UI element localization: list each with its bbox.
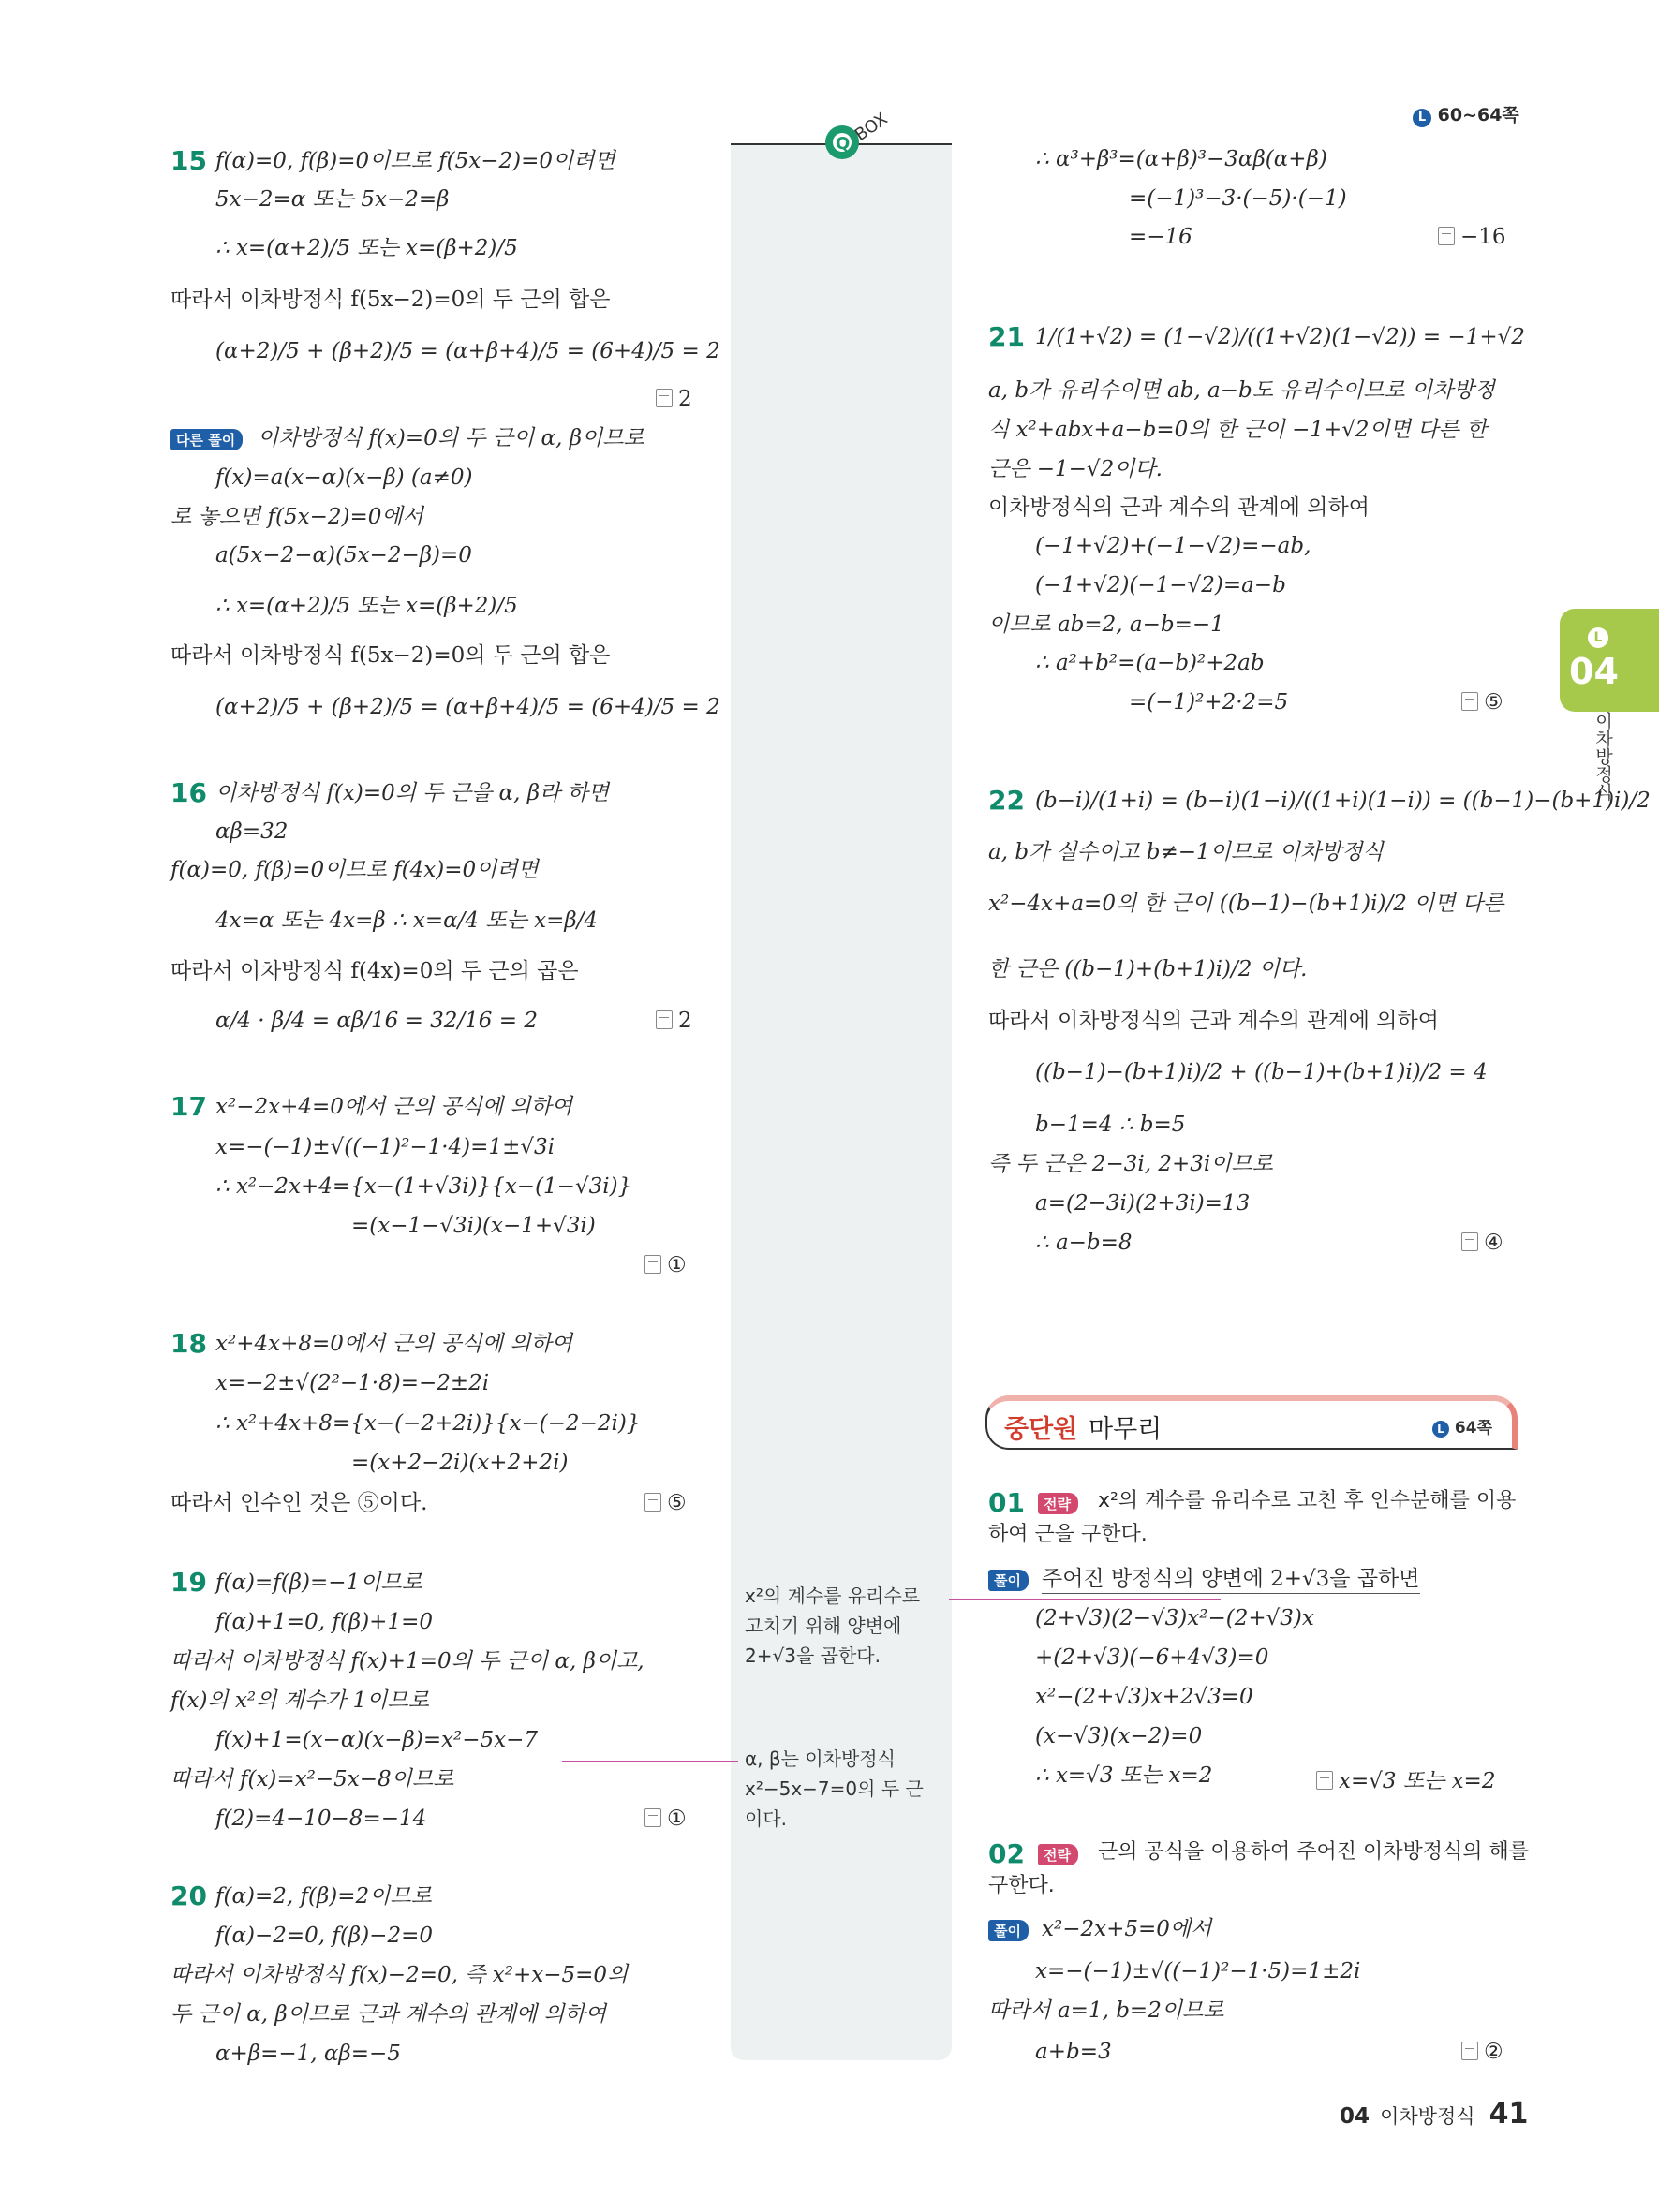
solution-line: 따라서 인수인 것은 ⑤이다. [170, 1491, 428, 1515]
answer-icon [1461, 692, 1478, 711]
solution-line: f(α)=0, f(β)=0이므로 f(4x)=0이려면 [170, 858, 539, 882]
alt-solution-tag: 다른 풀이 [170, 429, 243, 450]
solution-line: 따라서 이차방정식 f(x)+1=0의 두 근이 α, β이고, [170, 1649, 644, 1674]
strategy-tag: 전략 [1038, 1844, 1078, 1865]
solution-line: α/4 · β/4 = αβ/16 = 32/16 = 2 [215, 1009, 538, 1033]
solution-line: f(x)+1=(x−α)(x−β)=x²−5x−7 [215, 1728, 539, 1752]
problem-number: 18 [170, 1328, 207, 1359]
strategy-line: x²의 계수를 유리수로 고친 후 인수분해를 이용 [1098, 1489, 1517, 1512]
solution-line: ((b−1)−(b+1)i)/2 + ((b−1)+(b+1)i)/2 = 4 [1035, 1060, 1488, 1084]
svg-text:Q: Q [836, 134, 851, 154]
solution-tag: 풀이 [988, 1570, 1029, 1591]
solution-line: a=(2−3i)(2+3i)=13 [1035, 1191, 1251, 1216]
strategy-line: 구한다. [988, 1874, 1055, 1897]
qbox-logo [820, 103, 904, 172]
solution-line: =(x−1−√3i)(x−1+√3i) [351, 1214, 596, 1238]
problem-number: 01 [988, 1487, 1025, 1518]
l-badge-small: L [1432, 1421, 1449, 1438]
problem-number: 19 [170, 1567, 207, 1598]
answer-mark: ⑤ [1461, 690, 1503, 715]
solution-line: 근은 −1−√2이다. [988, 457, 1163, 481]
solution-line: x²−2x+4=0에서 근의 공식에 의하여 [215, 1095, 572, 1119]
solution-line: 따라서 이차방정식 f(4x)=0의 두 근의 곱은 [170, 959, 579, 983]
solution-line: f(α)=2, f(β)=2이므로 [215, 1884, 432, 1909]
solution-line: (2+√3)(2−√3)x²−(2+√3)x [1035, 1606, 1314, 1630]
solution-line: f(α)=f(β)=−1이므로 [215, 1571, 422, 1595]
solution-line: a+b=3 [1035, 2040, 1112, 2064]
solution-line: x²−2x+5=0에서 [1042, 1917, 1212, 1941]
solution-line: f(α)=0, f(β)=0이므로 f(5x−2)=0이려면 [215, 149, 615, 173]
solution-line: ∴ x=√3 또는 x=2 [1035, 1763, 1213, 1788]
solution-line: (α+2)/5 + (β+2)/5 = (α+β+4)/5 = (6+4)/5 = 2 [215, 339, 720, 363]
solution-line: f(α)+1=0, f(β)+1=0 [215, 1610, 433, 1634]
side-tab-badge: L [1588, 627, 1608, 648]
solution-line: 따라서 이차방정식 f(5x−2)=0의 두 근의 합은 [170, 288, 611, 312]
footer-chapter: 04 [1340, 2104, 1370, 2129]
answer-icon [1461, 1232, 1478, 1251]
qbox-note-1: x²의 계수를 유리수로 고치기 위해 양변에 2+√3을 곱한다. [745, 1585, 921, 1667]
section-title-rest: 마무리 [1089, 1415, 1163, 1444]
answer-mark: x=√3 또는 x=2 [1316, 1763, 1495, 1794]
solution-line: (−1+√2)+(−1−√2)=−ab, [1035, 534, 1311, 558]
solution-line: 주어진 방정식의 양변에 2+√3을 곱하면 [1042, 1565, 1420, 1594]
solution-line: x=−2±√(2²−1·8)=−2±2i [215, 1371, 490, 1395]
solution-line: 로 놓으면 f(5x−2)=0에서 [170, 505, 423, 529]
page-number: 41 [1489, 2098, 1529, 2131]
section-page-ref: L 64쪽 [1432, 1414, 1492, 1438]
solution-line: +(2+√3)(−6+4√3)=0 [1035, 1645, 1269, 1670]
section-header [985, 1395, 1518, 1450]
solution-line: 따라서 이차방정식 f(x)−2=0, 즉 x²+x−5=0의 [170, 1963, 629, 1987]
strategy-tag: 전략 [1038, 1493, 1078, 1514]
footer-chapter-title: 이차방정식 [1380, 2105, 1475, 2128]
l-badge: L [1413, 109, 1431, 127]
solution-line: 4x=α 또는 4x=β ∴ x=α/4 또는 x=β/4 [215, 908, 599, 933]
svg-text:BOX: BOX [851, 109, 892, 146]
answer-icon [644, 1255, 661, 1274]
solution-line: f(2)=4−10−8=−14 [215, 1806, 427, 1831]
solution-line: 즉 두 근은 2−3i, 2+3i이므로 [988, 1152, 1273, 1176]
solution-line: 이차방정식의 근과 계수의 관계에 의하여 [988, 495, 1370, 520]
solution-line: (α+2)/5 + (β+2)/5 = (α+β+4)/5 = (6+4)/5 = 2 [215, 695, 720, 719]
problem-number: 17 [170, 1091, 207, 1122]
side-tab-number: 04 [1569, 651, 1619, 692]
solution-line: ∴ x²+4x+8={x−(−2+2i)}{x−(−2−2i)} [215, 1411, 641, 1436]
section-title-bold: 중단원 [1004, 1415, 1078, 1444]
solution-line: 이차방정식 f(x)=0의 두 근을 α, β라 하면 [215, 781, 609, 805]
side-tab-title: 이차방정식 [1592, 712, 1613, 801]
solution-line: =(−1)³−3·(−5)·(−1) [1129, 186, 1347, 211]
answer-mark: ① [644, 1253, 687, 1277]
note-2-connector [562, 1761, 738, 1762]
solution-line: 이므로 ab=2, a−b=−1 [988, 612, 1224, 637]
solution-line: x²−4x+a=0의 한 근이 ((b−1)−(b+1)i)/2 이면 다른 [988, 892, 1504, 916]
strategy-line: 하여 근을 구한다. [988, 1523, 1148, 1546]
problem-number: 20 [170, 1880, 207, 1911]
solution-line: 따라서 f(x)=x²−5x−8이므로 [170, 1767, 454, 1792]
problem-number: 21 [988, 321, 1025, 352]
problem-number: 22 [988, 785, 1025, 816]
answer-mark: 2 [656, 387, 692, 411]
solution-line: a, b가 실수이고 b≠−1이므로 이차방정식 [988, 840, 1384, 864]
solution-line: x=−(−1)±√((−1)²−1·5)=1±2i [1035, 1959, 1361, 1983]
problem-number: 02 [988, 1838, 1025, 1869]
answer-mark: ⑤ [644, 1491, 687, 1515]
q-icon [820, 103, 904, 169]
answer-mark: 2 [656, 1009, 692, 1033]
solution-line: ∴ x²−2x+4={x−(1+√3i)}{x−(1−√3i)} [215, 1174, 632, 1199]
answer-mark: ① [644, 1806, 687, 1831]
solution-line: (−1+√2)(−1−√2)=a−b [1035, 573, 1286, 597]
solution-line: αβ=32 [215, 819, 289, 844]
answer-icon [656, 1010, 673, 1029]
solution-line: =−16 [1129, 225, 1192, 249]
solution-line: (x−√3)(x−2)=0 [1035, 1724, 1203, 1748]
answer-mark: ④ [1461, 1231, 1503, 1255]
note-1-connector [949, 1599, 1221, 1600]
solution-line: α+β=−1, αβ=−5 [215, 2042, 401, 2066]
solution-tag: 풀이 [988, 1920, 1029, 1941]
solution-line: 따라서 a=1, b=2이므로 [988, 1998, 1224, 2023]
answer-mark: −16 [1438, 225, 1506, 249]
solution-line: ∴ a²+b²=(a−b)²+2ab [1035, 651, 1265, 675]
page-footer [1340, 2098, 1528, 2131]
chapter-side-tab [1560, 609, 1659, 712]
solution-line: x=−(−1)±√((−1)²−1·4)=1±√3i [215, 1135, 555, 1159]
strategy-line: 근의 공식을 이용하여 주어진 이차방정식의 해를 [1098, 1840, 1530, 1864]
solution-line: f(x)의 x²의 계수가 1이므로 [170, 1688, 429, 1713]
solution-line: =(−1)²+2·2=5 [1129, 690, 1289, 715]
solution-line: x²−(2+√3)x+2√3=0 [1035, 1685, 1253, 1709]
answer-icon [1316, 1771, 1333, 1790]
answer-icon [1438, 227, 1455, 245]
solution-line: 1/(1+√2) = (1−√2)/((1+√2)(1−√2)) = −1+√2 [1035, 325, 1525, 349]
solution-line: 식 x²+abx+a−b=0의 한 근이 −1+√2이면 다른 한 [988, 418, 1488, 442]
page-ref: L 60~64쪽 [1413, 101, 1519, 127]
answer-icon [1461, 2042, 1478, 2060]
solution-line: f(x)=a(x−α)(x−β) (a≠0) [215, 465, 473, 490]
problem-number: 16 [170, 777, 207, 808]
solution-line: a, b가 유리수이면 ab, a−b도 유리수이므로 이차방정 [988, 378, 1495, 403]
solution-line: b−1=4 ∴ b=5 [1035, 1113, 1186, 1137]
solution-line: ∴ x=(α+2)/5 또는 x=(β+2)/5 [215, 594, 518, 618]
answer-mark: ② [1461, 2040, 1503, 2064]
solution-line: (b−i)/(1+i) = (b−i)(1−i)/((1+i)(1−i)) = ((b−1)−(b+1)i)/2 [1035, 789, 1651, 813]
solution-line: =(x+2−2i)(x+2+2i) [351, 1451, 569, 1475]
solution-line: 한 근은 ((b−1)+(b+1)i)/2 이다. [988, 957, 1308, 981]
solution-line: ∴ x=(α+2)/5 또는 x=(β+2)/5 [215, 236, 518, 260]
solution-line: 두 근이 α, β이므로 근과 계수의 관계에 의하여 [170, 2002, 607, 2027]
solution-line: 따라서 이차방정식 f(5x−2)=0의 두 근의 합은 [170, 643, 611, 668]
solution-line: ∴ a−b=8 [1035, 1231, 1133, 1255]
solution-line: 5x−2=α 또는 5x−2=β [215, 187, 450, 212]
answer-icon [656, 389, 673, 407]
qbox-note-2: α, β는 이차방정식 x²−5x−7=0의 두 근 이다. [745, 1747, 924, 1830]
answer-icon [644, 1808, 661, 1827]
solution-line: a(5x−2−α)(5x−2−β)=0 [215, 543, 472, 568]
solution-line: ∴ α³+β³=(α+β)³−3αβ(α+β) [1035, 147, 1327, 171]
answer-icon [644, 1493, 661, 1512]
solution-line: 이차방정식 f(x)=0의 두 근이 α, β이므로 [258, 426, 644, 450]
solution-line: 따라서 이차방정식의 근과 계수의 관계에 의하여 [988, 1009, 1439, 1033]
problem-number: 15 [170, 145, 207, 176]
solution-line: x²+4x+8=0에서 근의 공식에 의하여 [215, 1332, 572, 1356]
solution-line: f(α)−2=0, f(β)−2=0 [215, 1924, 433, 1948]
